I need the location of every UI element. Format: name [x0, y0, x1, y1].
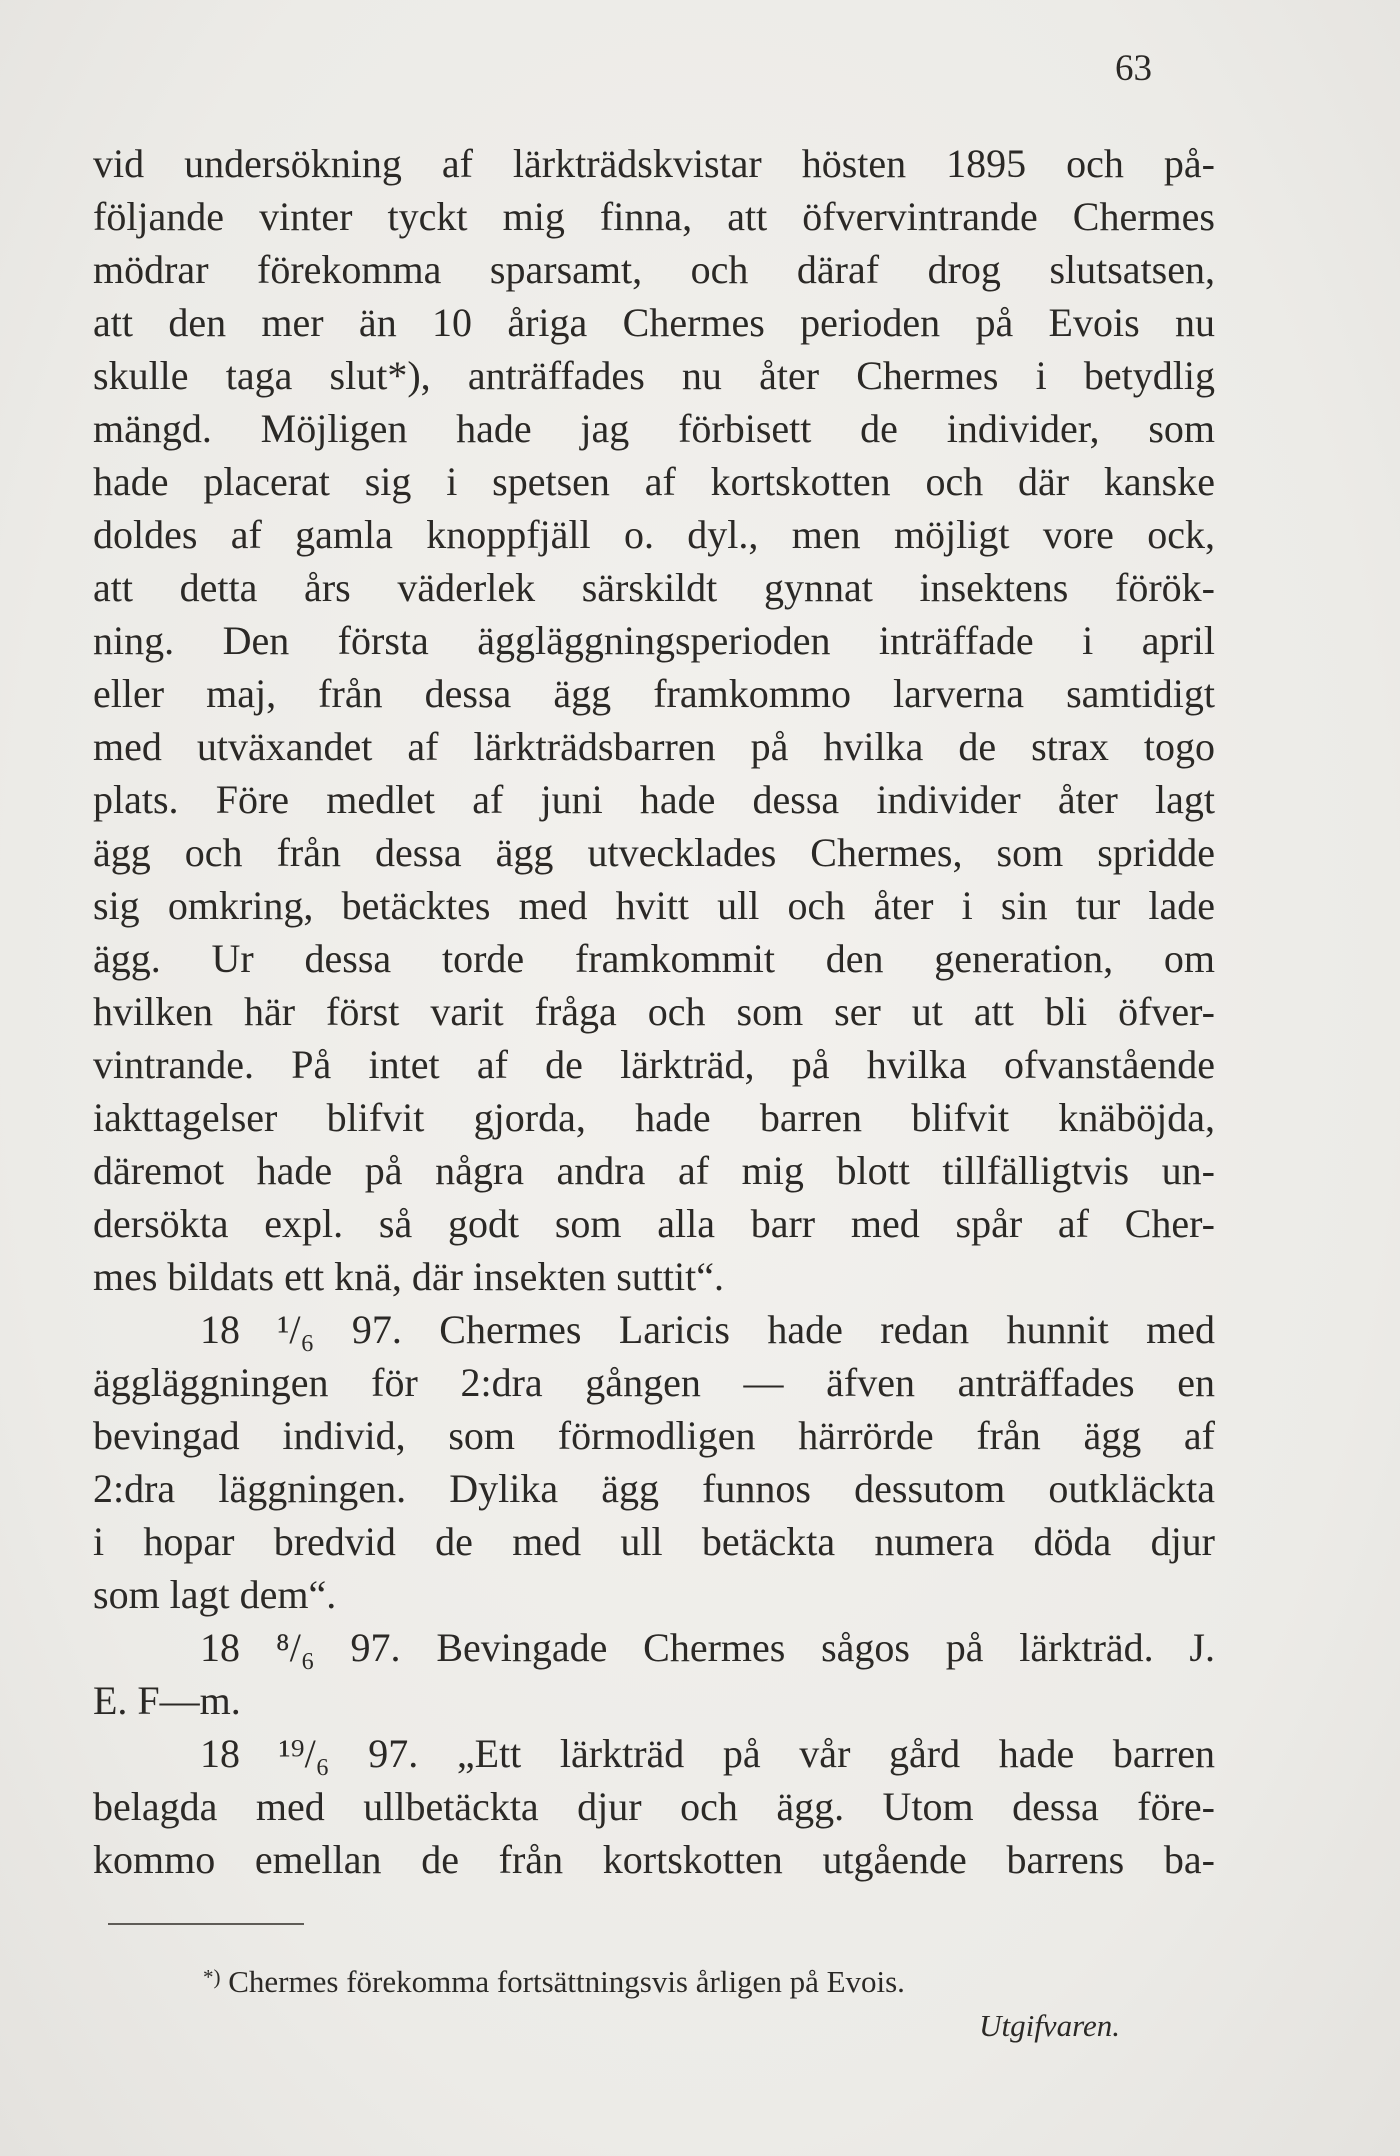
- text-line: mödrar förekomma sparsamt, och däraf drog slutsatsen,: [93, 247, 1215, 292]
- text-line: ägg. Ur dessa torde framkommit den generation, om: [93, 936, 1215, 981]
- footnote-rule: [108, 1923, 304, 1925]
- text-line: hade placerat sig i spetsen af kortskotten och där kanske: [93, 459, 1215, 504]
- text-line: ning. Den första äggläggningsperioden inträffade i april: [93, 618, 1215, 663]
- text-line: sig omkring, betäcktes med hvitt ull och åter i sin tur lade: [93, 883, 1215, 928]
- text-line: med utväxandet af lärkträdsbarren på hvilka de strax togo: [93, 724, 1215, 769]
- text-line: vid undersökning af lärkträdskvistar hösten 1895 och på-: [93, 141, 1215, 186]
- text-line: plats. Före medlet af juni hade dessa individer åter lagt: [93, 777, 1215, 822]
- text-line: däremot hade på några andra af mig blott tillfälligtvis un-: [93, 1148, 1215, 1193]
- text-line: iakttagelser blifvit gjorda, hade barren blifvit knäböjda,: [93, 1095, 1215, 1140]
- text-line: att den mer än 10 åriga Chermes perioden på Evois nu: [93, 300, 1215, 345]
- footnote-marker: *): [203, 1965, 221, 1989]
- body-text: [93, 137, 1215, 1886]
- text-line: bevingad individ, som förmodligen härrörde från ägg af: [93, 1413, 1215, 1458]
- text-line: E. F—m.: [93, 1678, 241, 1723]
- text-line: ägg och från dessa ägg utvecklades Chermes, som spridde: [93, 830, 1215, 875]
- text-line: kommo emellan de från kortskotten utgående barrens ba-: [93, 1837, 1215, 1882]
- page-number: 63: [1115, 48, 1152, 89]
- text-line: doldes af gamla knoppfjäll o. dyl., men möjligt vore ock,: [93, 512, 1215, 557]
- text-line: mängd. Möjligen hade jag förbisett de individer, som: [93, 406, 1215, 451]
- text-line: eller maj, från dessa ägg framkommo larverna samtidigt: [93, 671, 1215, 716]
- text-line: vintrande. På intet af de lärkträd, på hvilka ofvanstående: [93, 1042, 1215, 1087]
- text-line: mes bildats ett knä, där insekten suttit“.: [93, 1254, 724, 1299]
- text-line: i hopar bredvid de med ull betäckta numera döda djur: [93, 1519, 1215, 1564]
- footnote: [203, 1955, 1123, 2004]
- text-line: följande vinter tyckt mig finna, att öfvervintrande Chermes: [93, 194, 1215, 239]
- text-line: 18 ⁸/₆ 97. Bevingade Chermes sågos på lärkträd. J.: [200, 1625, 1215, 1670]
- text-line: 2:dra läggningen. Dylika ägg funnos dessutom outkläckta: [93, 1466, 1215, 1511]
- text-line: 18 ¹⁹/₆ 97. „Ett lärkträd på vår gård hade barren: [200, 1731, 1215, 1776]
- footnote-signature: Utgifvaren.: [979, 2008, 1120, 2043]
- text-line: dersökta expl. så godt som alla barr med spår af Cher-: [93, 1201, 1215, 1246]
- text-line: som lagt dem“.: [93, 1572, 337, 1617]
- footnote-text: Chermes förekomma fortsättningsvis årligen på Evois.: [228, 1964, 905, 1999]
- text-line: att detta års väderlek särskildt gynnat insektens förök-: [93, 565, 1215, 610]
- text-line: belagda med ullbetäckta djur och ägg. Utom dessa före-: [93, 1784, 1215, 1829]
- text-line: äggläggningen för 2:dra gången — äfven anträffades en: [93, 1360, 1215, 1405]
- text-line: hvilken här först varit fråga och som ser ut att bli öfver-: [93, 989, 1215, 1034]
- text-line: skulle taga slut*), anträffades nu åter Chermes i betydlig: [93, 353, 1215, 398]
- text-line: 18 ¹/₆ 97. Chermes Laricis hade redan hunnit med: [200, 1307, 1215, 1352]
